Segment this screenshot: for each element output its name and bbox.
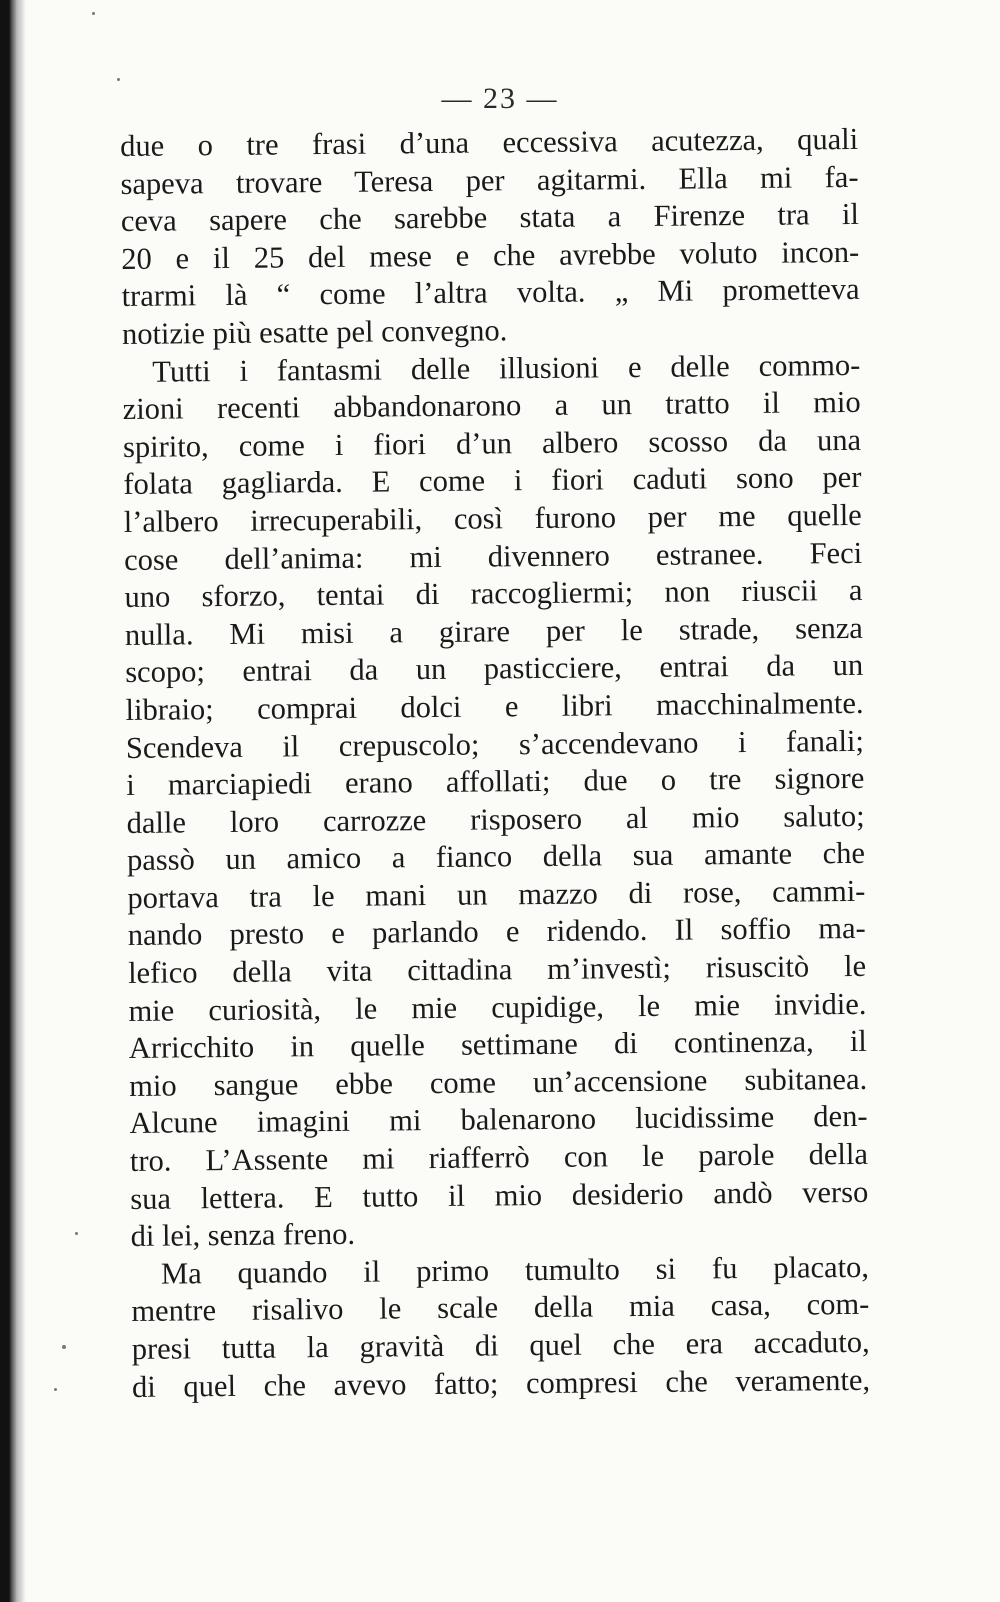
text-line: lefico della vita cittadina m’investì; risuscitò le — [127, 948, 867, 991]
paper-speck — [54, 1388, 57, 1391]
page-binding-shadow — [0, 0, 26, 1602]
text-line: spirito, come i fiori d’un albero scosso da una — [122, 422, 862, 464]
paper-speck — [92, 12, 95, 15]
text-line: i marciapiedi erano affollati; due o tre signore — [126, 760, 865, 803]
text-line: mie curiosità, le mie cupidige, le mie invidie. — [128, 986, 867, 1028]
text-line: 20 e il 25 del mese e che avrebbe voluto incon- — [121, 234, 860, 276]
text-line: trarmi là “ come l’altra volta. „ Mi prometteva — [121, 272, 860, 314]
text-line: dalle loro carrozze risposero al mio saluto; — [126, 798, 865, 840]
page-number: — 23 — — [441, 82, 559, 115]
text-line: sua lettera. E tutto il mio desiderio andò verso — [130, 1174, 869, 1216]
text-line: mentre risalivo le scale della mia casa, com- — [131, 1287, 870, 1329]
text-line: uno sforzo, tentai di raccogliermi; non riuscii a — [124, 573, 863, 615]
paper-speck — [117, 78, 120, 81]
text-line: ceva sapere che sarebbe stata a Firenze tra il — [120, 197, 860, 239]
text-line: Scendeva il crepuscolo; s’accendevano i fanali; — [125, 723, 865, 765]
text-line: tro. L’Assente mi riafferrò con le parole della — [129, 1136, 869, 1178]
text-line: presi tutta la gravità di quel che era accaduto, — [131, 1324, 870, 1366]
text-line: libraio; comprai dolci e libri macchinalmente. — [125, 685, 864, 727]
paper-speck — [75, 1232, 78, 1235]
text-line: due o tre frasi d’una eccessiva acutezza, quali — [120, 121, 859, 163]
text-line: l’albero irrecuperabili, così furono per me quelle — [123, 497, 862, 539]
text-line: nando presto e parlando e ridendo. Il soffio ma- — [127, 911, 866, 953]
text-line: Ma quando il primo tumulto si fu placato, — [160, 1249, 870, 1291]
text-line: nulla. Mi misi a girare per le strade, senza — [124, 610, 863, 652]
text-line: mio sangue ebbe come un’accensione subitanea. — [129, 1061, 868, 1103]
text-line: passò un amico a fianco della sua amante che — [126, 836, 866, 878]
text-line: Tutti i fantasmi delle illusioni e delle commo- — [152, 347, 861, 389]
text-line: folata gagliarda. E come i fiori caduti sono per — [123, 460, 862, 502]
text-line: Arricchito in quelle settimane di continenza, il — [128, 1024, 867, 1066]
body-text — [120, 121, 870, 1406]
text-line: sapeva trovare Teresa per agitarmi. Ella mi fa- — [120, 159, 859, 201]
text-line: zioni recenti abbandonarono a un tratto il mio — [122, 385, 861, 427]
text-line: portava tra le mani un mazzo di rose, cammi- — [127, 873, 866, 915]
text-line: di lei, senza freno. — [130, 1217, 356, 1254]
paper-speck — [62, 1345, 66, 1349]
text-line: notizie più esatte pel convegno. — [121, 313, 508, 351]
text-line: Alcune imagini mi balenarono lucidissime den- — [129, 1099, 868, 1141]
text-line: di quel che avevo fatto; compresi che veramente, — [131, 1362, 871, 1404]
text-line: scopo; entrai da un pasticciere, entrai da un — [125, 648, 864, 690]
text-line: cose dell’anima: mi divennero estranee. Feci — [123, 535, 863, 577]
